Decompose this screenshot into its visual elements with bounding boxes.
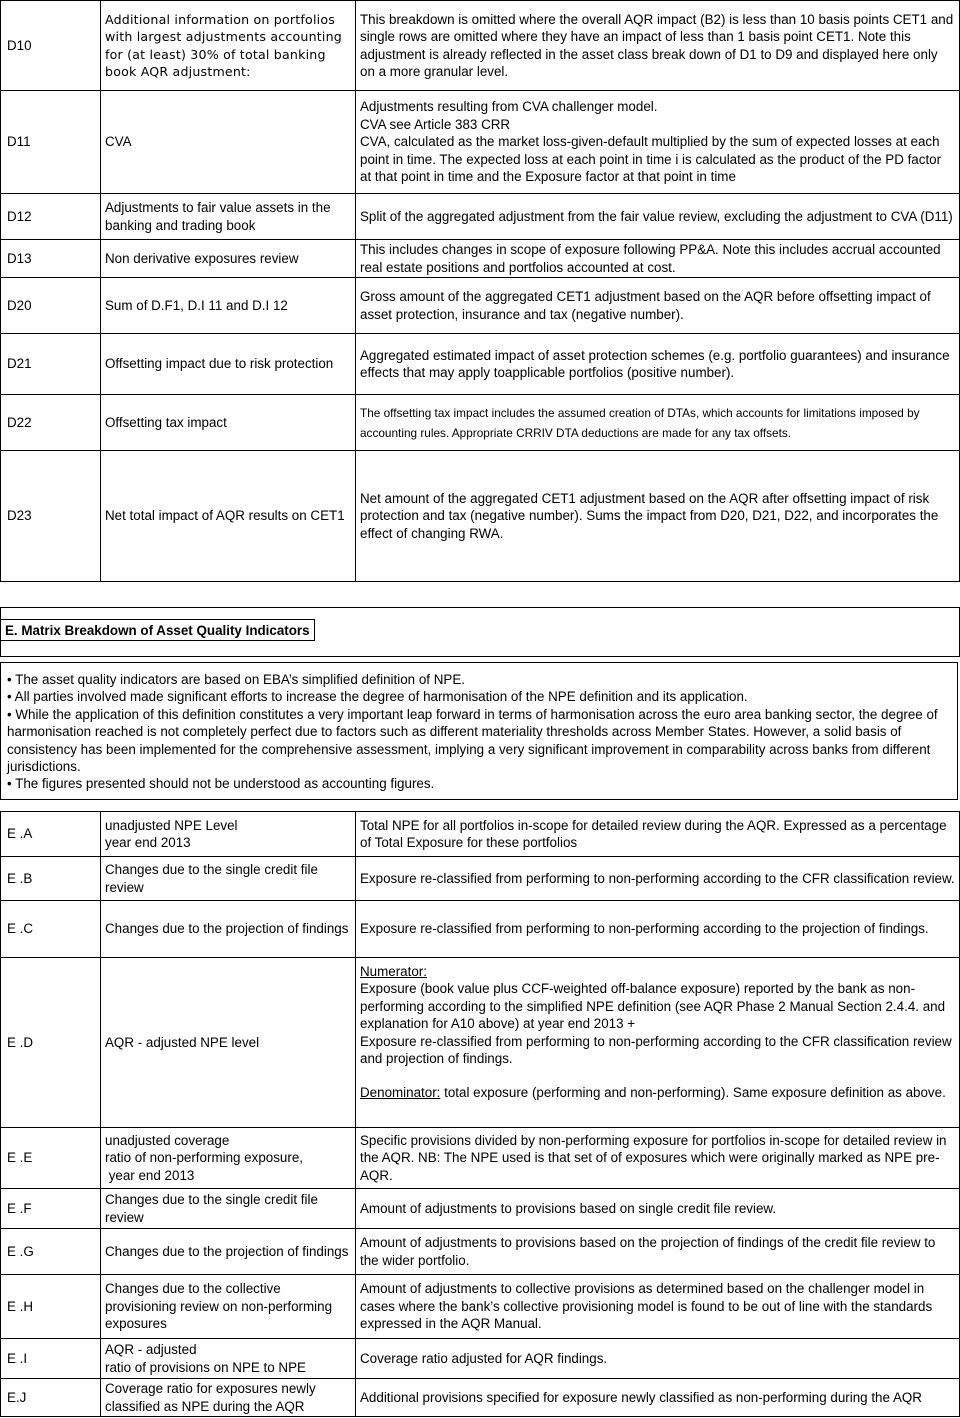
table-row xyxy=(1,812,960,857)
denominator-text: total exposure (performing and non-performing). Same exposure definition as above. xyxy=(440,1085,946,1101)
table-row xyxy=(1,1379,960,1417)
row-code: D10 xyxy=(1,1,101,91)
table-row xyxy=(1,901,960,958)
table-row xyxy=(1,1,960,91)
row-description: Gross amount of the aggregated CET1 adjustment based on the AQR before offsetting impact of asset protection, insurance and tax (negative number). xyxy=(356,278,960,334)
row-description: Exposure re-classified from performing to non-performing according to the projection of findings. xyxy=(356,901,960,958)
row-description: Coverage ratio adjusted for AQR findings. xyxy=(356,1339,960,1379)
row-description: Aggregated estimated impact of asset protection schemes (e.g. portfolio guarantees) and insurance effects that may apply toapplicable portfolios (positive number). xyxy=(356,334,960,395)
numerator-label: Numerator: xyxy=(360,964,427,979)
row-name: unadjusted NPE Level year end 2013 xyxy=(101,812,356,857)
row-code: E .D xyxy=(1,958,101,1128)
table-row xyxy=(1,194,960,240)
table-row xyxy=(1,451,960,582)
row-code: D11 xyxy=(1,91,101,194)
denominator-label: Denominator: xyxy=(360,1085,441,1101)
table-d xyxy=(0,0,960,582)
table-row xyxy=(1,1339,960,1379)
row-code: E .G xyxy=(1,1229,101,1275)
row-code: D23 xyxy=(1,451,101,582)
row-name: AQR - adjusted NPE level xyxy=(101,958,356,1128)
table-row xyxy=(1,91,960,194)
table-row xyxy=(1,395,960,451)
row-name: Additional information on portfolios with largest adjustments accounting for (at least) 30% of total banking book AQR adjustment: xyxy=(101,1,356,91)
table-e xyxy=(0,811,960,1417)
row-name: Changes due to the single credit file review xyxy=(101,857,356,901)
row-name: AQR - adjusted ratio of provisions on NPE to NPE xyxy=(101,1339,356,1379)
row-name: Changes due to the projection of findings xyxy=(101,1229,356,1275)
table-row xyxy=(1,1275,960,1339)
row-code: E .A xyxy=(1,812,101,857)
row-code: E .B xyxy=(1,857,101,901)
row-description: Amount of adjustments to collective provisions as determined based on the challenger model in cases where the bank’s collective provisioning model is found to be out of line with the standards expressed in the AQR Manual. xyxy=(356,1275,960,1339)
row-name: Sum of D.F1, D.I 11 and D.I 12 xyxy=(101,278,356,334)
bullet-item: • All parties involved made significant efforts to increase the degree of harmonisation of the NPE definition and its application. xyxy=(7,689,748,705)
bullet-item: • The asset quality indicators are based on EBA’s simplified definition of NPE. xyxy=(7,672,465,687)
row-code: E .F xyxy=(1,1189,101,1229)
table-row xyxy=(1,1189,960,1229)
row-name: Non derivative exposures review xyxy=(101,240,356,278)
table-row xyxy=(1,240,960,278)
row-code: D21 xyxy=(1,334,101,395)
bullet-item: • The figures presented should not be understood as accounting figures. xyxy=(7,776,435,792)
row-description: Exposure re-classified from performing to non-performing according to the CFR classification review. xyxy=(356,857,960,901)
row-code: E .H xyxy=(1,1275,101,1339)
numerator-text: Exposure (book value plus CCF-weighted off-balance exposure) reported by the bank as non-performing according to the simplified NPE definition (see AQR Phase 2 Manual Section 2.4.4. and explanation for A10 above) at year end 2013 + xyxy=(360,981,946,1032)
table-row xyxy=(1,857,960,901)
section-e-title: E. Matrix Breakdown of Asset Quality Indicators xyxy=(0,619,315,641)
row-name: Net total impact of AQR results on CET1 xyxy=(101,451,356,582)
row-description xyxy=(356,958,960,1128)
row-description: Amount of adjustments to provisions based on the projection of findings of the credit file review to the wider portfolio. xyxy=(356,1229,960,1275)
table-row xyxy=(1,958,960,1128)
denominator xyxy=(360,1084,955,1101)
row-code: D20 xyxy=(1,278,101,334)
row-code: D12 xyxy=(1,194,101,240)
bullet-item: • While the application of this definition constitutes a very important leap forward in terms of harmonisation across the euro area banking sector, the degree of harmonisation reached is not completely perfect due to factors such as different materiality thresholds across Member States. However, a solid basis of consistency has been implemented for the comprehensive assessment, implying a very significant improvement in comparability across banks from different jurisdictions. xyxy=(7,706,938,775)
row-description: Split of the aggregated adjustment from the fair value review, excluding the adjustment to CVA (D11) xyxy=(356,194,960,240)
row-code: E .I xyxy=(1,1339,101,1379)
row-description: Adjustments resulting from CVA challenger model. CVA see Article 383 CRR CVA, calculated as the market loss-given-default multiplied by the sum of expected losses at each point in time. The expected loss at each point in time i is calculated as the product of the PD factor at that point in time and the Exposure factor at that point in time xyxy=(356,91,960,194)
row-description: Total NPE for all portfolios in-scope for detailed review during the AQR. Expressed as a percentage of Total Exposure for these portfolios xyxy=(356,812,960,857)
row-description: This breakdown is omitted where the overall AQR impact (B2) is less than 10 basis points CET1 and single rows are omitted where they have an impact of less than 1 basis point CET1. Note this adjustment is already reflected in the asset class break down of D1 to D9 and displayed here only on a more granular level. xyxy=(356,1,960,91)
row-description: Net amount of the aggregated CET1 adjustment based on the AQR after offsetting impact of risk protection and tax (negative number). Sums the impact from D20, D21, D22, and incorporates the effect of changing RWA. xyxy=(356,451,960,582)
row-code: E.J xyxy=(1,1379,101,1417)
section-e-bullets xyxy=(0,662,958,800)
row-description: This includes changes in scope of exposure following PP&A. Note this includes accrual accounted real estate positions and portfolios accounted at cost. xyxy=(356,240,960,278)
row-name: unadjusted coverage ratio of non-performing exposure, year end 2013 xyxy=(101,1128,356,1189)
row-name: Coverage ratio for exposures newly classified as NPE during the AQR xyxy=(101,1379,356,1417)
row-name: Adjustments to fair value assets in the banking and trading book xyxy=(101,194,356,240)
row-code: D22 xyxy=(1,395,101,451)
row-description: The offsetting tax impact includes the assumed creation of DTAs, which accounts for limitations imposed by accounting rules. Appropriate CRRIV DTA deductions are made for any tax offsets. xyxy=(356,395,960,451)
table-row xyxy=(1,1128,960,1189)
row-name: Changes due to the single credit file review xyxy=(101,1189,356,1229)
row-description: Amount of adjustments to provisions based on single credit file review. xyxy=(356,1189,960,1229)
row-code: E .C xyxy=(1,901,101,958)
row-name: Changes due to the projection of findings xyxy=(101,901,356,958)
table-row xyxy=(1,1229,960,1275)
table-row xyxy=(1,334,960,395)
row-description: Additional provisions specified for exposure newly classified as non-performing during the AQR xyxy=(356,1379,960,1417)
row-description: Specific provisions divided by non-performing exposure for portfolios in-scope for detailed review in the AQR. NB: The NPE used is that set of of exposures which were originally marked as NPE pre-AQR. xyxy=(356,1128,960,1189)
row-name: CVA xyxy=(101,91,356,194)
row-name: Changes due to the collective provisioning review on non-performing exposures xyxy=(101,1275,356,1339)
row-code: D13 xyxy=(1,240,101,278)
row-name: Offsetting impact due to risk protection xyxy=(101,334,356,395)
numerator-text-2: Exposure re-classified from performing to non-performing according to the CFR classification review and projection of findings. xyxy=(360,1033,952,1067)
row-code: E .E xyxy=(1,1128,101,1189)
table-row xyxy=(1,278,960,334)
row-name: Offsetting tax impact xyxy=(101,395,356,451)
